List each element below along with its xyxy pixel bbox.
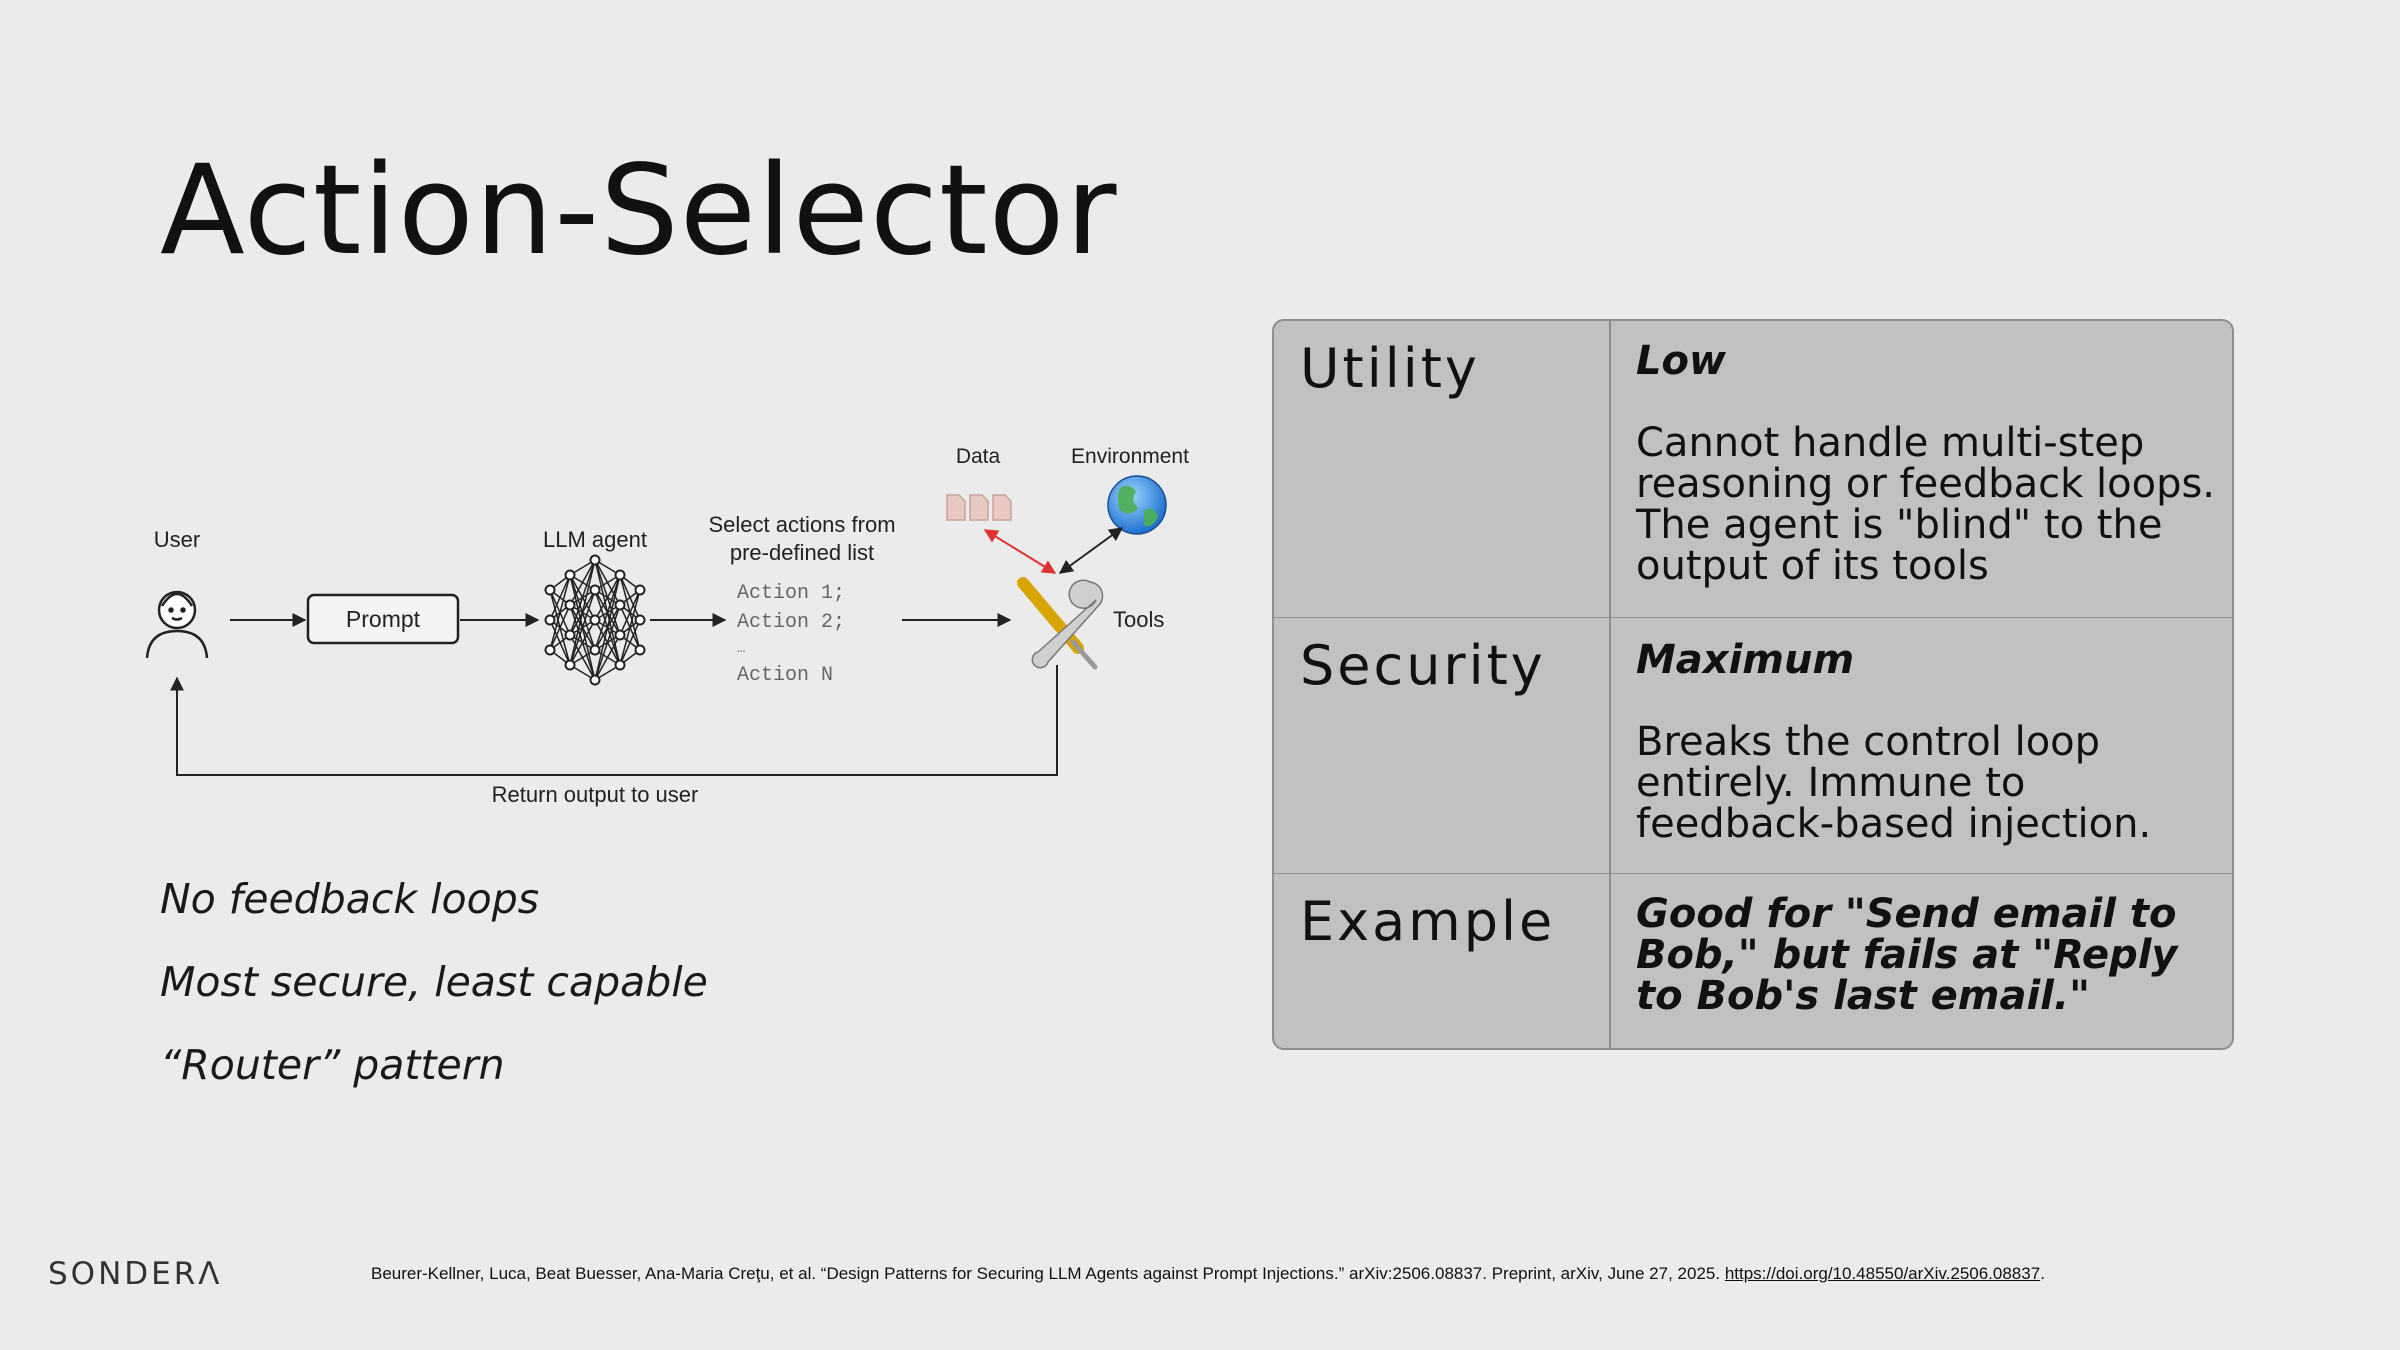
arrow-tools-data <box>985 530 1055 573</box>
select-actions-label-line2: pre-defined list <box>729 540 875 565</box>
user-icon <box>147 592 207 658</box>
nn-node <box>566 601 575 610</box>
key-points <box>160 875 708 1124</box>
nn-node <box>616 571 625 580</box>
nn-node <box>566 661 575 670</box>
arrow-tools-environment <box>1060 528 1122 573</box>
action-item: Action N <box>737 664 834 687</box>
documents-icon <box>947 495 1011 520</box>
return-output-label: Return output to user <box>491 782 699 807</box>
citation-text: Beurer-Kellner, Luca, Beat Buesser, Ana-Maria Creţu, et al. “Design Patterns for Securing LLM Agents against Prompt Injections.” arXiv:2506.08837. Preprint, arXiv, June 27, 2025. <box>371 1264 1725 1283</box>
row-label: Example <box>1300 890 1556 953</box>
llm-agent-label: LLM agent <box>543 527 647 552</box>
action-item: Action 1; <box>737 582 846 605</box>
nn-node <box>616 601 625 610</box>
slide-title: Action-Selector <box>160 139 1118 283</box>
security-description: Breaks the control loop entirely. Immune to feedback-based injection. <box>1636 719 2152 847</box>
globe-icon <box>1108 476 1166 534</box>
table-row-example <box>1274 873 2232 1049</box>
bullet-point: “Router” pattern <box>160 1041 505 1089</box>
nn-node <box>546 616 555 625</box>
nn-node <box>636 616 645 625</box>
nn-node <box>591 616 600 625</box>
neural-network-icon <box>546 556 645 685</box>
prompt-label: Prompt <box>345 606 421 632</box>
nn-node <box>636 586 645 595</box>
citation-end: . <box>2040 1264 2045 1283</box>
row-label: Utility <box>1300 337 1480 400</box>
table-row-security <box>1274 617 2232 874</box>
return-loop-line <box>177 665 1057 775</box>
nn-node <box>566 571 575 580</box>
data-label: Data <box>955 445 1001 468</box>
nn-node <box>546 646 555 655</box>
action-item: Action 2; <box>737 611 846 634</box>
action-selector-diagram <box>130 430 1240 820</box>
nn-node <box>591 556 600 565</box>
bullet-point: Most secure, least capable <box>160 958 708 1006</box>
nn-node <box>591 586 600 595</box>
environment-label: Environment <box>1071 445 1189 468</box>
security-rating: Maximum <box>1636 637 1855 683</box>
nn-node <box>566 631 575 640</box>
citation-link[interactable]: https://doi.org/10.48550/arXiv.2506.08837 <box>1724 1264 2041 1283</box>
nn-node <box>591 676 600 685</box>
table-row-utility <box>1274 321 2232 617</box>
utility-rating: Low <box>1636 338 1726 384</box>
company-logo: SONDERΛ <box>48 1256 223 1292</box>
nn-node <box>636 646 645 655</box>
bullet-point: No feedback loops <box>160 875 540 923</box>
example-text: Good for "Send email to Bob," but fails at "Reply to Bob's last email." <box>1636 891 2178 1019</box>
citation <box>371 1264 2191 1284</box>
utility-description: Cannot handle multi-step reasoning or feedback loops. The agent is "blind" to the output of its tools <box>1636 420 2216 589</box>
tradeoff-table <box>1272 319 2234 1050</box>
action-item: … <box>737 641 746 657</box>
nn-node <box>616 661 625 670</box>
row-label: Security <box>1300 634 1546 697</box>
tools-label: Tools <box>1113 607 1165 632</box>
nn-node <box>616 631 625 640</box>
nn-node <box>591 646 600 655</box>
nn-node <box>546 586 555 595</box>
select-actions-label-line1: Select actions from <box>708 512 896 537</box>
user-label: User <box>153 527 201 552</box>
tools-icon <box>1023 580 1103 667</box>
